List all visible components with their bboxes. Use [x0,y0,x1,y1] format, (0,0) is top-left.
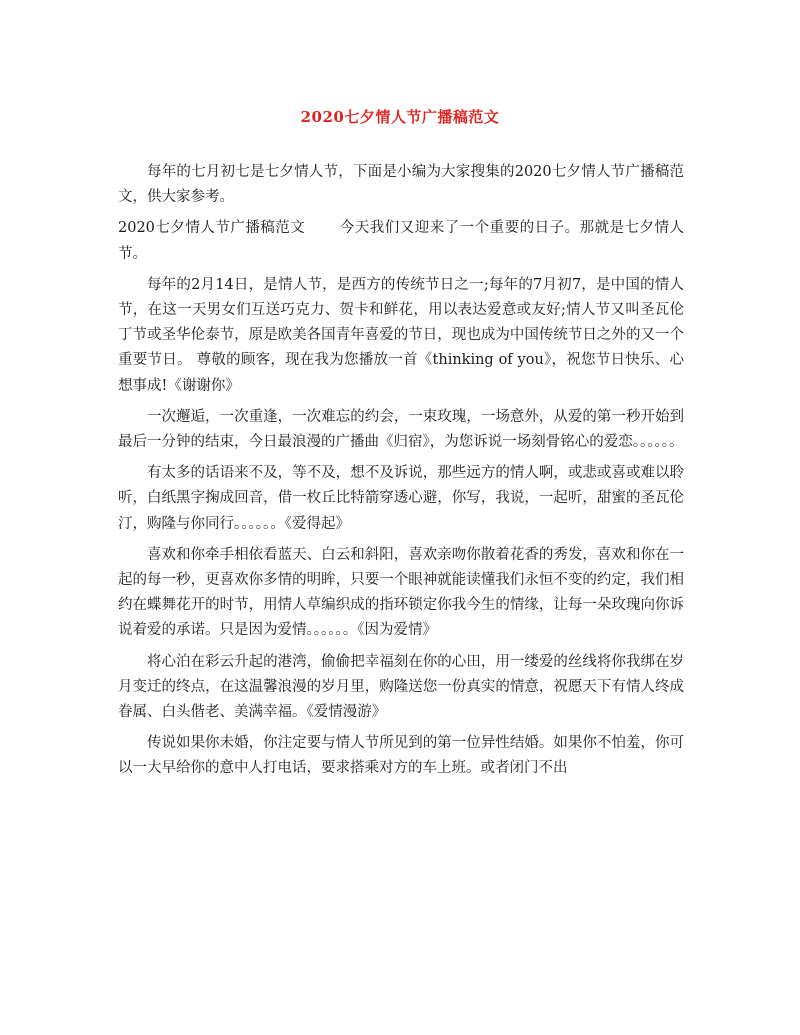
paragraph-3: 有太多的话语来不及，等不及，想不及诉说，那些远方的情人啊，或悲或喜或难以聆听，白纸黑字掬成回音，借一枚丘比特箭穿透心避，你写，我说，一起听，甜蜜的圣瓦伦汀，购隆与你同行。。。。。。《爱得起》 [118,465,684,532]
paragraph-4: 喜欢和你牵手相依看蓝天、白云和斜阳，喜欢亲吻你散着花香的秀发，喜欢和你在一起的每一秒，更喜欢你多情的明眸，只要一个眼神就能读懂我们永恒不变的约定，我们相约在蝶舞花开的时节，用情人草编织成的指环锁定你我今生的情缘，让每一朵玫瑰向你诉说着爱的承诺。只是因为爱情。。。。。。《因为爱情》 [118,546,684,639]
paragraph-subheading [118,216,684,266]
paragraph-1: 每年的2月14日，是情人节，是西方的传统节日之一;每年的7月初7，是中国的情人节，在这一天男女们互送巧克力、贺卡和鲜花，用以表达爱意或友好;情人节又叫圣瓦伦丁节或圣华伦泰节，原是欧美各国青年喜爱的节日，现也成为中国传统节日之外的又一个重要节日。 尊敬的顾客，现在我为您播放一首《thinking of you》，祝您节日快乐、心想事成!《谢谢你》 [118,276,684,394]
document-title: 2020七夕情人节广播稿范文 [300,108,500,126]
document-body [118,160,684,788]
paragraph-5: 将心泊在彩云升起的港湾，偷偷把幸福刻在你的心田，用一缕爱的丝线将你我绑在岁月变迁的终点，在这温馨浪漫的岁月里，购隆送您一份真实的情意，祝愿天下有情人终成眷属、白头偕老、美满幸福。《爱情漫游》 [118,653,684,721]
subheading-label: 2020七夕情人节广播稿范文 [118,220,306,237]
subheading-text: 今天我们又迎来了一个重要的日子。那就是七夕情人节。 [118,220,685,262]
paragraph-2: 一次邂逅，一次重逢，一次难忘的约会，一束玫瑰，一场意外，从爱的第一秒开始到最后一分钟的结束，今日最浪漫的广播曲《归宿》，为您诉说一场刻骨铭心的爱恋。。。。。。 [118,408,684,451]
paragraph-6: 传说如果你未婚，你注定要与情人节所见到的第一位异性结婚。如果你不怕羞，你可以一大早给你的意中人打电话，要求搭乘对方的车上班。或者闭门不出 [118,735,684,777]
paragraph-intro: 每年的七月初七是七夕情人节，下面是小编为大家搜集的2020七夕情人节广播稿范文，供大家参考。 [118,164,684,206]
